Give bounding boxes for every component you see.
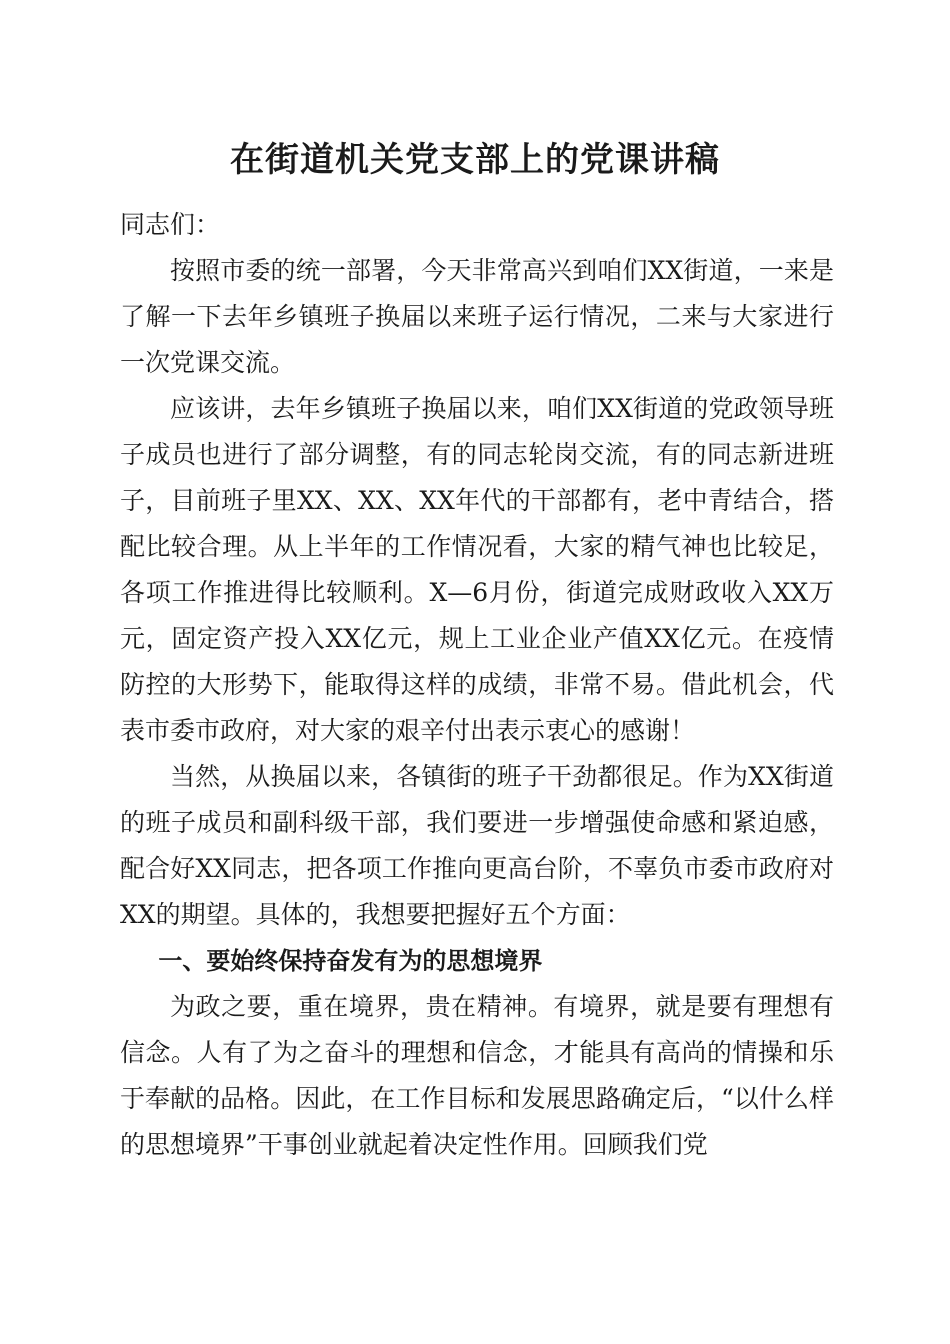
section-heading: 一、要始终保持奋发有为的思想境界 (158, 947, 543, 975)
paragraph-expectations: 当然，从换届以来，各镇街的班子干劲都很足。作为XX街道的班子成员和副科级干部，我们要进一步增强使命感和紧迫感，配合好XX同志，把各项工作推向更高台阶，不辜负市委市政府对XX的期望。具体的，我想要把握好五个方面： (120, 762, 834, 929)
document-title: 在街道机关党支部上的党课讲稿 (230, 140, 720, 180)
salutation: 同志们： (120, 210, 221, 239)
paragraph-section-one: 为政之要，重在境界，贵在精神。有境界，就是要有理想有信念。人有了为之奋斗的理想和信念，才能具有高尚的情操和乐于奉献的品格。因此，在工作目标和发展思路确定后，“以什么样的思想境界”干事创业就起着决定性作用。回顾我们党 (120, 992, 834, 1159)
paragraph-achievements: 应该讲，去年乡镇班子换届以来，咱们XX街道的党政领导班子成员也进行了部分调整，有的同志轮岗交流，有的同志新进班子，目前班子里XX、XX、XX年代的干部都有，老中青结合，搭配比较合理。从上半年的工作情况看，大家的精气神也比较足，各项工作推进得比较顺利。X—6月份，街道完成财政收入XX万元，固定资产投入XX亿元，规上工业企业产值XX亿元。在疫情防控的大形势下，能取得这样的成绩，非常不易。借此机会，代表市委市政府，对大家的艰辛付出表示衷心的感谢！ (120, 394, 834, 745)
document-body (120, 202, 834, 1168)
paragraph-intro: 按照市委的统一部署，今天非常高兴到咱们XX街道，一来是了解一下去年乡镇班子换届以来班子运行情况，二来与大家进行一次党课交流。 (120, 256, 834, 377)
